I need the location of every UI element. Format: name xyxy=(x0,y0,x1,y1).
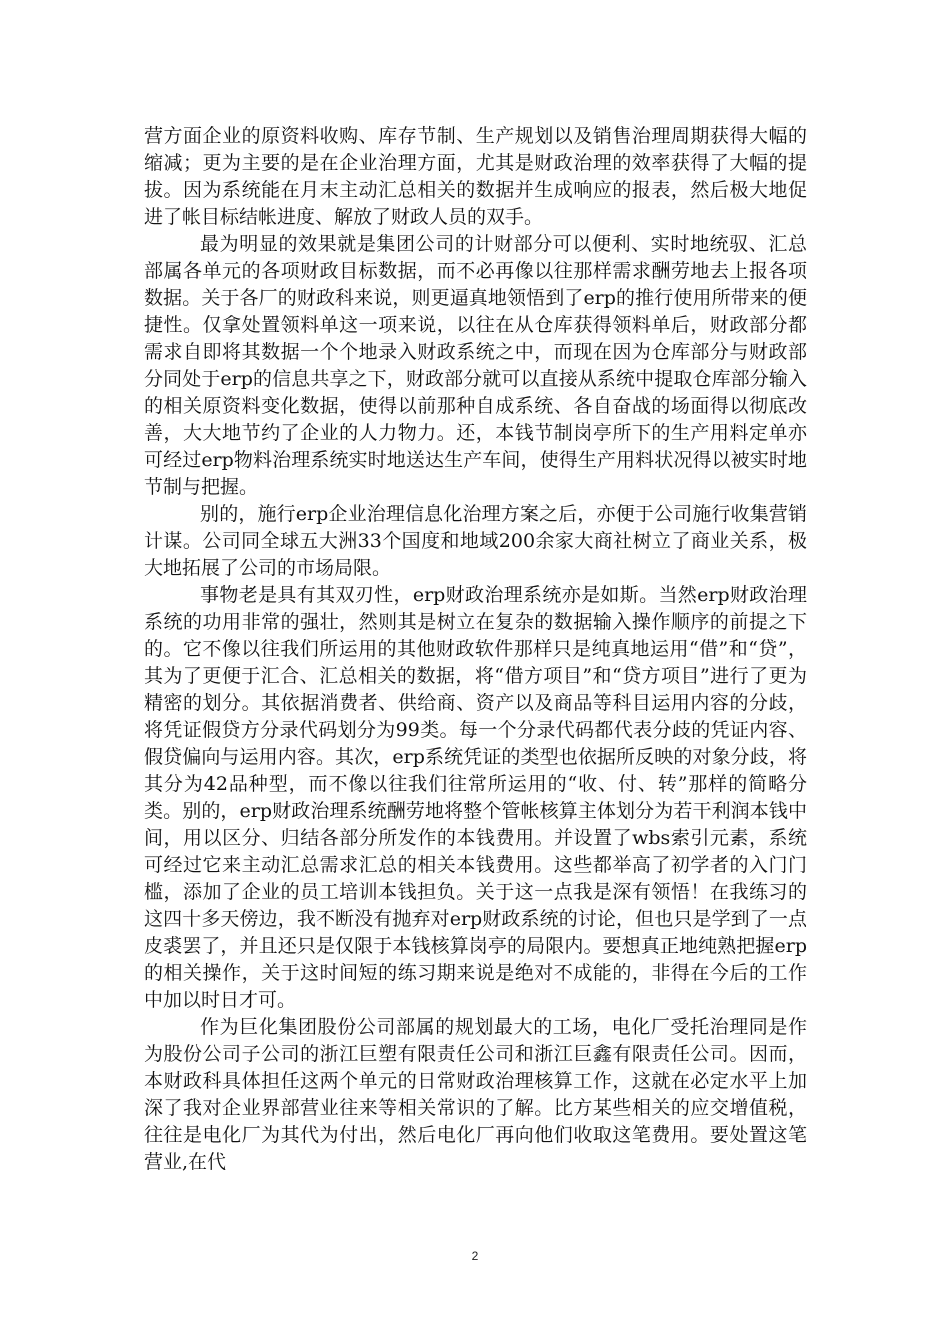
paragraph-double-edged: 事物老是具有其双刃性，erp财政治理系统亦是如斯。当然erp财政治理系统的功用非常的强壮，然则其是树立在复杂的数据输入操作顺序的前提之下的。它不像以往我们所运用的其他财政软件那样只是纯真地运用“借”和“贷”，其为了更便于汇合、汇总相关的数据，将“借方项目”和“贷方项目”进行了更为精密的划分。其依据消费者、供给商、资产以及商品等科目运用内容的分歧，将凭证假贷方分录代码划分为99类。每一个分录代码都代表分歧的凭证内容、假贷偏向与运用内容。其次，erp系统凭证的类型也依据所反映的对象分歧，将其分为42品种型，而不像以往我们往常所运用的“收、付、转”那样的简略分类。别的，erp财政治理系统酬劳地将整个管帐核算主体划分为若干利润本钱中间，用以区分、归结各部分所发作的本钱费用。并设置了wbs索引元素，系统可经过它来主动汇总需求汇总的相关本钱费用。这些都举高了初学者的入门门槛，添加了企业的员工培训本钱担负。关于这一点我是深有领悟！在我练习的这四十多天傍边，我不断没有抛弃对erp财政系统的讨论，但也只是学到了一点皮裘罢了，并且还只是仅限于本钱核算岗亭的局限内。要想真正地纯熟把握erp的相关操作，关于这时间短的练习期来说是绝对不成能的，非得在今后的工作中加以时日才可。 xyxy=(144,584,807,1011)
paragraph-erp-finance-department: 最为明显的效果就是集团公司的计财部分可以便利、实时地统驭、汇总部属各单元的各项财政目标数据，而不必再像以往那样需求酬劳地去上报各项数据。关于各厂的财政科来说，则更逼真地领悟到了erp的推行使用所带来的便捷性。仅拿处置领料单这一项来说，以往在从仓库获得领料单后，财政部分都需求自即将其数据一个个地录入财政系统之中，而现在因为仓库部分与财政部分同处于erp的信息共享之下，财政部分就可以直接从系统中提取仓库部分输入的相关原资料变化数据，使得以前那种自成系统、各自奋战的场面得以彻底改善，大大地节约了企业的人力物力。还，本钱节制岗亭所下的生产用料定单亦可经过erp物料治理系统实时地送达生产车间，使得生产用料状况得以被实时地节制与把握。 xyxy=(144,233,807,498)
document-body xyxy=(144,123,807,1176)
paragraph-continuation: 营方面企业的原资料收购、库存节制、生产规划以及销售治理周期获得大幅的缩减；更为主要的是在企业治理方面，尤其是财政治理的效率获得了大幅的提拔。因为系统能在月末主动汇总相关的数据并生成响应的报表，然后极大地促进了帐目标结帐进度、解放了财政人员的双手。 xyxy=(144,125,807,228)
paragraph-network-marketing: 别的，施行erp企业治理信息化治理方案之后，亦便于公司施行收集营销计谋。公司同全球五大洲33个国度和地域200余家大商社树立了商业关系，极大地拓展了公司的市场局限。 xyxy=(144,503,807,579)
page-number: 2 xyxy=(471,1249,479,1263)
paragraph-juhua-group: 作为巨化集团股份公司部属的规划最大的工场，电化厂受托治理同是作为股份公司子公司的浙江巨塑有限责任公司和浙江巨鑫有限责任公司。因而，本财政科具体担任这两个单元的日常财政治理核算工作，这就在必定水平上加深了我对企业界部营业往来等相关常识的了解。比方某些相关的应交增值税，往往是电化厂为其代为付出，然后电化厂再向他们收取这笔费用。要处置这笔营业,在代 xyxy=(144,1016,807,1173)
